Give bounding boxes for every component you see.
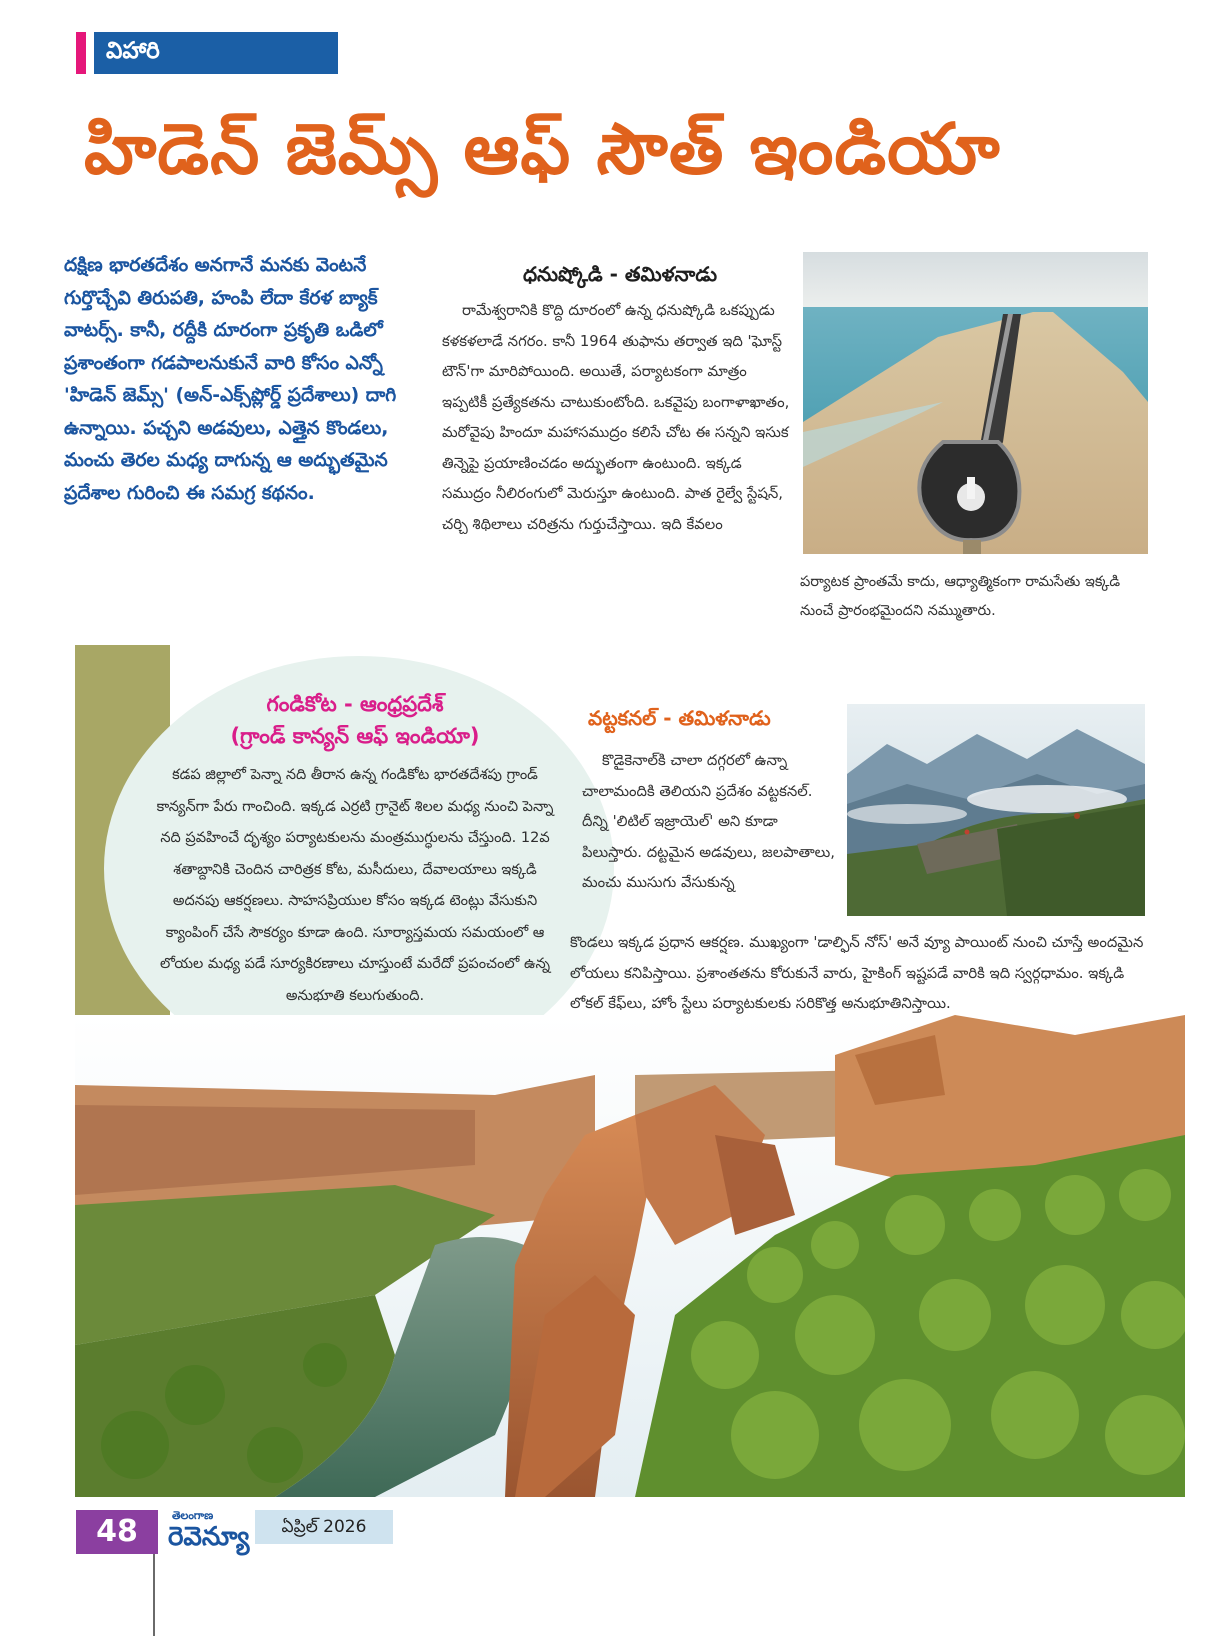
gandikota-photo bbox=[75, 1015, 1185, 1497]
issue-date: ఏప్రిల్ 2026 bbox=[255, 1510, 393, 1544]
gandikota-body: కడప జిల్లాలో పెన్నా నది తీరాన ఉన్న గండికోట భారతదేశపు గ్రాండ్ కాన్యన్‌గా పేరు గాంచింది. ఇక్కడ ఎర్రటి గ్రానైట్ శిలల మధ్య నుంచి పెన్నా నది ప్రవహించే దృశ్యం పర్యాటకులను మంత్రముగ్ధులను చేస్తుంది. 12వ శతాబ్దానికి చెందిన చారిత్రక కోట, మసీదులు, దేవాలయాలు ఇక్కడి అదనపు ఆకర్షణలు. సాహసప్రియుల కోసం ఇక్కడ టెంట్లు వేసుకుని క్యాంపింగ్ చేసే సౌకర్యం కూడా ఉంది. సూర్యాస్తమయ సమయంలో ఆ లోయల మధ్య పడే సూర్యకిరణాలు చూస్తుంటే మరేదో ప్రపంచంలో ఉన్న అనుభూతి కలుగుతుంది. bbox=[156, 767, 554, 1004]
vattakanal-photo bbox=[847, 704, 1145, 916]
gandikota-heading-line1: గండికోట - ఆంధ్రప్రదేశ్ bbox=[266, 692, 444, 716]
gandikota-heading bbox=[150, 688, 560, 752]
page-number: 48 bbox=[76, 1510, 158, 1554]
magazine-subtitle: తెలంగాణ bbox=[172, 1509, 214, 1522]
vattakanal-heading: వట్టకనల్ - తమిళనాడు bbox=[588, 706, 771, 730]
vattakanal-body-part2: కొండలు ఇక్కడ ప్రధాన ఆకర్షణ. ముఖ్యంగా 'డాల్ఫిన్ నోస్' అనే వ్యూ పాయింట్ నుంచి చూస్తే అందమైన లోయలు కనిపిస్తాయి. ప్రశాంతతను కోరుకునే వారు, హైకింగ్ ఇష్టపడే వారికి ఇది స్వర్గధామం. ఇక్కడి లోకల్ కేఫ్‌లు, హోం స్టేలు పర్యాటకులకు సరికొత్త అనుభూతినిస్తాయి. bbox=[570, 934, 1144, 1012]
dhanushkodi-body: రామేశ్వరానికి కొద్ది దూరంలో ఉన్న ధనుష్కోడి ఒకప్పుడు కళకళలాడే నగరం. కానీ 1964 తుఫాను తర్వాత ఇది 'ఘోస్ట్ టౌన్'గా మారిపోయింది. అయితే, పర్యాటకంగా మాత్రం ఇప్పటికీ ప్రత్యేకతను చాటుకుంటోంది. ఒకవైపు బంగాళాఖాతం, మరోవైపు హిందూ మహాసముద్రం కలిసే చోట ఈ సన్నని ఇసుక తిన్నెపై ప్రయాణించడం అద్భుతంగా ఉంటుంది. ఇక్కడ సముద్రం నీలిరంగులో మెరుస్తూ ఉంటుంది. పాత రైల్వే స్టేషన్, చర్చి శిథిలాలు చరిత్రను గుర్తుచేస్తాయి. ఇది కేవలం bbox=[442, 302, 790, 533]
dhanushkodi-photo bbox=[803, 252, 1148, 554]
vattakanal-body-part1: కొడైకెనాల్‌కి చాలా దగ్గరలో ఉన్నా చాలామందికి తెలియని ప్రదేశం వట్టకనల్. దీన్ని 'లిటిల్ ఇజ్రాయెల్' అని కూడా పిలుస్తారు. దట్టమైన అడవులు, జలపాతాలు, మంచు ముసుగు వేసుకున్న bbox=[582, 752, 835, 891]
section-tag-accent bbox=[76, 32, 86, 74]
dhanushkodi-caption: పర్యాటక ప్రాంతమే కాదు, ఆధ్యాత్మికంగా రామసేతు ఇక్కడి నుంచే ప్రారంభమైందని నమ్ముతారు. bbox=[800, 574, 1121, 619]
intro-paragraph: దక్షిణ భారతదేశం అనగానే మనకు వెంటనే గుర్తొచ్చేవి తిరుపతి, హంపి లేదా కేరళ బ్యాక్ వాటర్స్. కానీ, రద్దీకి దూరంగా ప్రకృతి ఒడిలో ప్రశాంతంగా గడపాలనుకునే వారి కోసం ఎన్నో 'హిడెన్ జెమ్స్' (అన్-ఎక్స్‌ప్లోర్డ్ ప్రదేశాలు) దాగి ఉన్నాయి. పచ్చని అడవులు, ఎత్తైన కొండలు, మంచు తెరల మధ్య దాగున్న ఆ అద్భుతమైన ప్రదేశాల గురించి ఈ సమగ్ర కథనం. bbox=[64, 255, 397, 504]
magazine-name: రెవెన్యూ bbox=[168, 1522, 250, 1552]
gandikota-heading-line2: (గ్రాండ్ కాన్యన్ ఆఫ్ ఇండియా) bbox=[230, 724, 480, 748]
page-headline: హిడెన్ జెమ్స్ ఆఫ్ సౌత్ ఇండియా bbox=[84, 108, 1001, 190]
section-tag bbox=[76, 32, 338, 74]
footer-divider bbox=[153, 1554, 155, 1636]
section-tag-label: విహారి bbox=[94, 32, 338, 74]
dhanushkodi-heading: ధనుష్కోడి - తమిళనాడు bbox=[522, 262, 718, 286]
